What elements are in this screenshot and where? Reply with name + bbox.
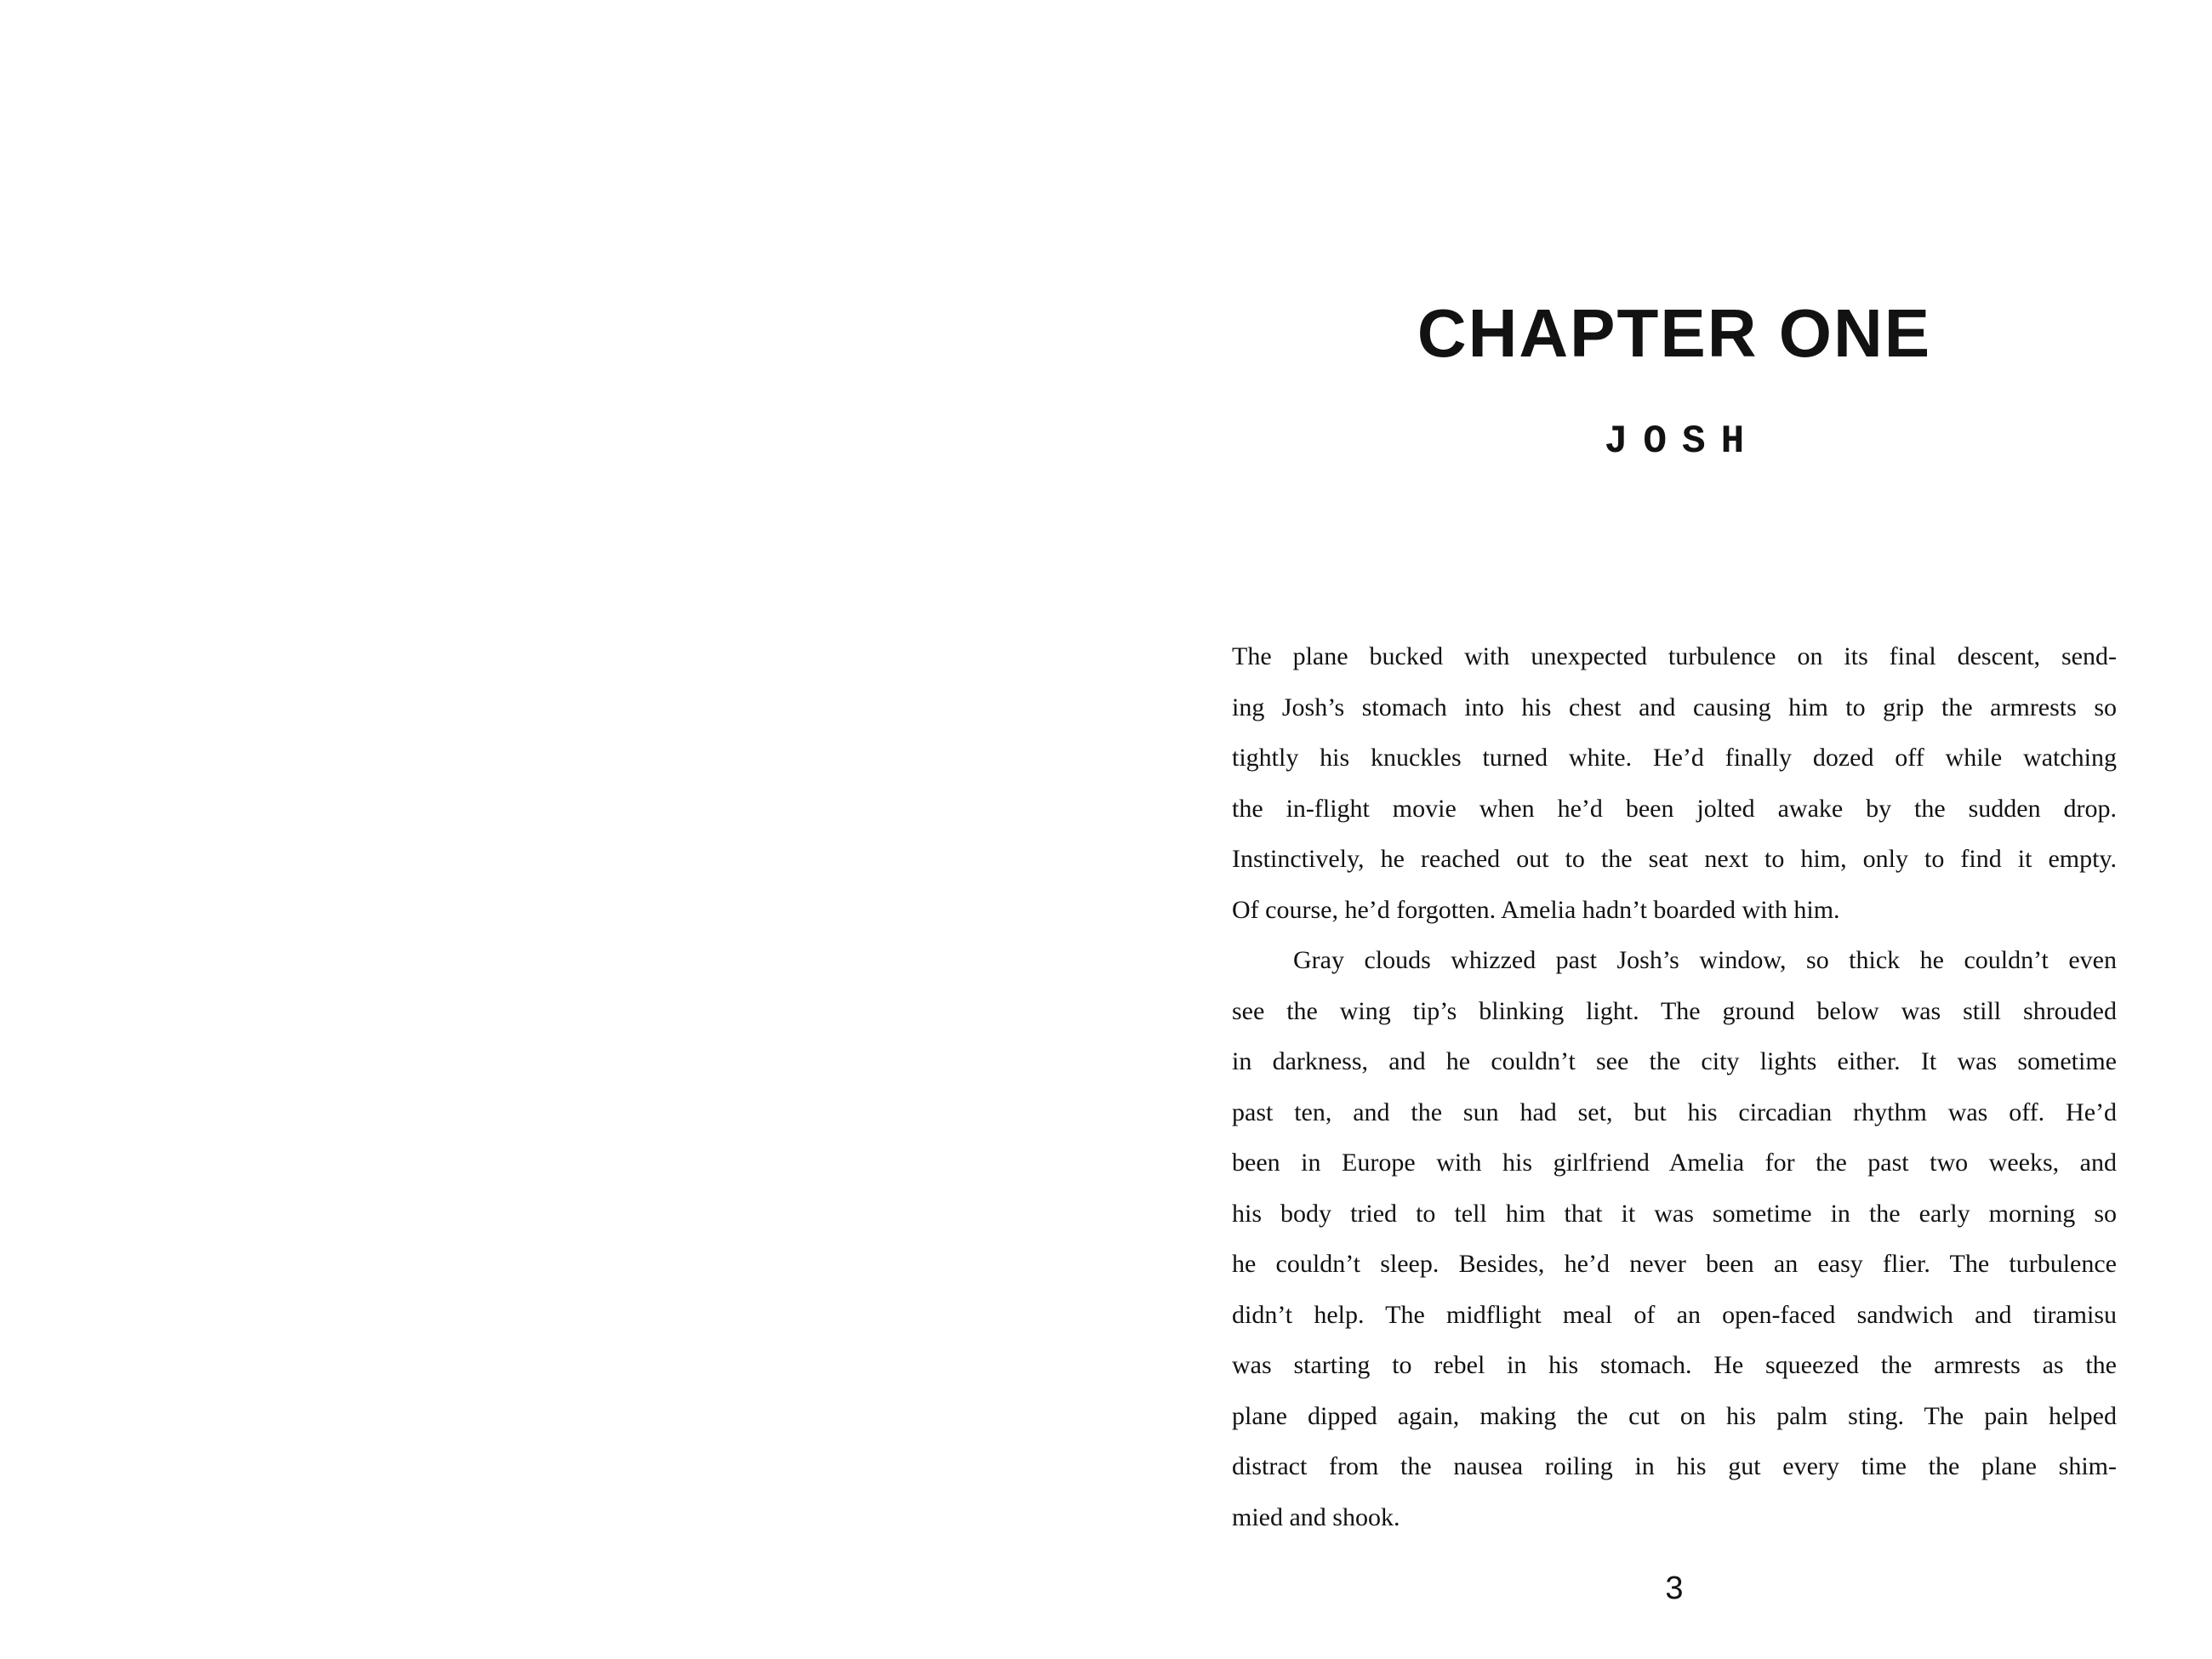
body-line: tightly his knuckles turned white. He’d finally dozed off while watching xyxy=(1232,744,2117,772)
body-line: been in Europe with his girlfriend Amelia for the past two weeks, and xyxy=(1232,1149,2117,1177)
page-number: 3 xyxy=(1665,1571,1684,1606)
paragraph xyxy=(1232,631,2117,935)
body-line: Instinctively, he reached out to the seat next to him, only to find it empty. xyxy=(1232,845,2117,873)
body-line: Of course, he’d forgotten. Amelia hadn’t boarded with him. xyxy=(1232,895,1840,924)
body-line: the in-flight movie when he’d been jolted awake by the sudden drop. xyxy=(1232,794,2117,823)
body-line: didn’t help. The midflight meal of an open-faced sandwich and tiramisu xyxy=(1232,1300,2117,1329)
body-line: plane dipped again, making the cut on his palm sting. The pain helped xyxy=(1232,1401,2117,1430)
body-line: see the wing tip’s blinking light. The ground below was still shrouded xyxy=(1232,996,2117,1025)
text-block xyxy=(1232,0,2117,1659)
body-line: ing Josh’s stomach into his chest and causing him to grip the armrests so xyxy=(1232,693,2117,721)
chapter-title: CHAPTER ONE xyxy=(1417,295,1932,371)
body-line: his body tried to tell him that it was sometime in the early morning so xyxy=(1232,1199,2117,1228)
body-text xyxy=(1232,631,2117,1542)
paragraph xyxy=(1232,935,2117,1542)
body-line: past ten, and the sun had set, but his circadian rhythm was off. He’d xyxy=(1232,1097,2117,1126)
body-line: in darkness, and he couldn’t see the city lights either. It was sometime xyxy=(1232,1047,2117,1075)
right-page xyxy=(1106,0,2212,1659)
body-line: Gray clouds whizzed past Josh’s window, so thick he couldn’t even xyxy=(1293,946,2117,974)
body-line: was starting to rebel in his stomach. He squeezed the armrests as the xyxy=(1232,1351,2117,1379)
chapter-subtitle: JOSH xyxy=(1604,419,1760,464)
body-line: mied and shook. xyxy=(1232,1502,1400,1531)
body-line: he couldn’t sleep. Besides, he’d never been an easy flier. The turbulence xyxy=(1232,1250,2117,1278)
body-line: The plane bucked with unexpected turbulence on its final descent, send- xyxy=(1232,642,2117,670)
body-line: distract from the nausea roiling in his gut every time the plane shim- xyxy=(1232,1452,2117,1480)
